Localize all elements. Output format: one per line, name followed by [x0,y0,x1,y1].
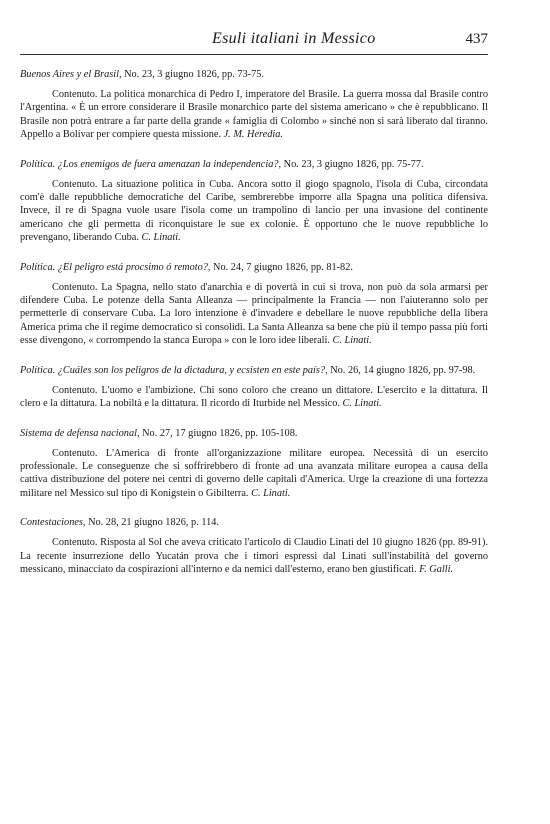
entry-author: C. Linati. [342,398,382,410]
entry-body-text: Contenuto. La politica monarchica di Pedro I, imperatore del Brasile. La guerra mossa dal Brasile contro l'Argentina. « È un errore considerare il Brasile monarchico parte del sistema americano » che è repubblicano. Il Brasile non potrà entrare a far parte della grande « famiglia di Colombo » sinché non si sarà liberato dal tiranno. Appello a Bolívar per compiere questa missione. [20,89,488,141]
entry-heading [20,261,488,275]
entry-body-text: Contenuto. La situazione politica in Cuba. Ancora sotto il giogo spagnolo, l'isola di Cuba, circondata com'è dalle repubbliche democratiche del Caribe, sembrerebbe imporre alla Spagna una politica difensiva. Invece, il re di Spagna vuole usare l'isola come un trampolino di lancio per una invasione del continente americano che gli permetta di riconquistare le sue ex colonie. È opportuno che le nuove repubbliche lo prevengano, liberando Cuba. [20,178,488,244]
entry-body-text: Contenuto. L'uomo e l'ambizione. Chi sono coloro che creano un dittatore. L'esercito e la dittatura. Il clero e la dittatura. La nobiltà e la dittatura. Il ricordo di Iturbide nel Messico. [20,384,488,410]
entries-list [20,68,488,592]
entry-author: F. Galli. [419,563,454,575]
entry-summary [20,536,488,576]
entry-title: Sistema de defensa nacional [20,427,137,439]
entry-body-text: Contenuto. L'America di fronte all'organizzazione militare europea. Necessità di un esercito professionale. Le conseguenze che si soffrirebbero di fronte ad una avanzata militare europea a causa della cattiva distribuzione del potere nei centri di governo delle capitali d'America. Urge la creazione di una fortezza militare nel Messico sul tipo di Konigstein o Gibilterra. [20,447,488,499]
entry [20,158,488,245]
entry-citation: , No. 26, 14 giugno 1826, pp. 97-98. [325,364,476,376]
entry-title: Política. ¿El peligro está procsimo ó remoto? [20,261,208,273]
entry [20,516,488,576]
entry-heading [20,427,488,441]
entry-heading [20,516,488,530]
entry-title: Contestaciones [20,517,83,529]
entry-citation: , No. 23, 3 giugno 1826, pp. 75-77. [278,158,424,170]
entry-summary [20,178,488,245]
entry-author: J. M. Heredia. [223,129,283,141]
entry-heading [20,68,488,82]
entry-body-text: Contenuto. La Spagna, nello stato d'anarchia e di povertà in cui si trova, non può da sola armarsi per difendere Cuba. Le potenze della Santa Alleanza — principalmente la Francia — non l'aiuteranno solo per permetterle di conservare Cuba. La loro intenzione è d'invadere e debellare le nuove repubbliche della libera America prima che il regime democratico si consolidi. La Santa Alleanza sa bene che più il tempo passa più forti esse divengono, « corrompendo la stanca Europa » con le loro idee liberali. [20,281,488,347]
entry-citation: , No. 23, 3 giugno 1826, pp. 73-75. [118,69,264,80]
entry-title: Política. ¿Cuáles son los peligros de la dictadura, y ecsisten en este país? [20,364,326,376]
entry-author: C. Linati. [332,335,372,347]
entry [20,68,488,142]
entry-summary [20,88,488,142]
page-number: 437 [465,30,488,47]
entry-heading [20,158,488,172]
entry-citation: , No. 24, 7 giugno 1826, pp. 81-82. [207,261,353,273]
entry-citation: , No. 27, 17 giugno 1826, pp. 105-108. [136,427,298,439]
entry [20,364,488,411]
entry-title: Buenos Aires y el Brasil [20,69,119,80]
entry [20,427,488,501]
entry-body-text: Contenuto. Risposta al Sol che aveva criticato l'articolo di Claudio Linati del 10 giugno 1826 (pp. 89-91). La recente insurrezione dello Yucatán prova che i timori espressi dal Linati sull'instabilità del governo messicano, minacciato da cospirazioni all'interno e da nemici dall'esterno, erano ben giustificati. [20,537,488,575]
page-header [20,24,488,55]
entry-heading [20,364,488,378]
entry-summary [20,447,488,501]
entry-summary [20,384,488,411]
entry [20,261,488,348]
running-title: Esuli italiani in Messico [212,30,376,47]
entry-title: Política. ¿Los enemigos de fuera amenazan la independencia? [20,158,279,170]
entry-author: C. Linati. [251,487,291,499]
entry-summary [20,281,488,348]
entry-author: C. Linati. [141,232,181,244]
entry-citation: , No. 28, 21 giugno 1826, p. 114. [82,517,219,529]
